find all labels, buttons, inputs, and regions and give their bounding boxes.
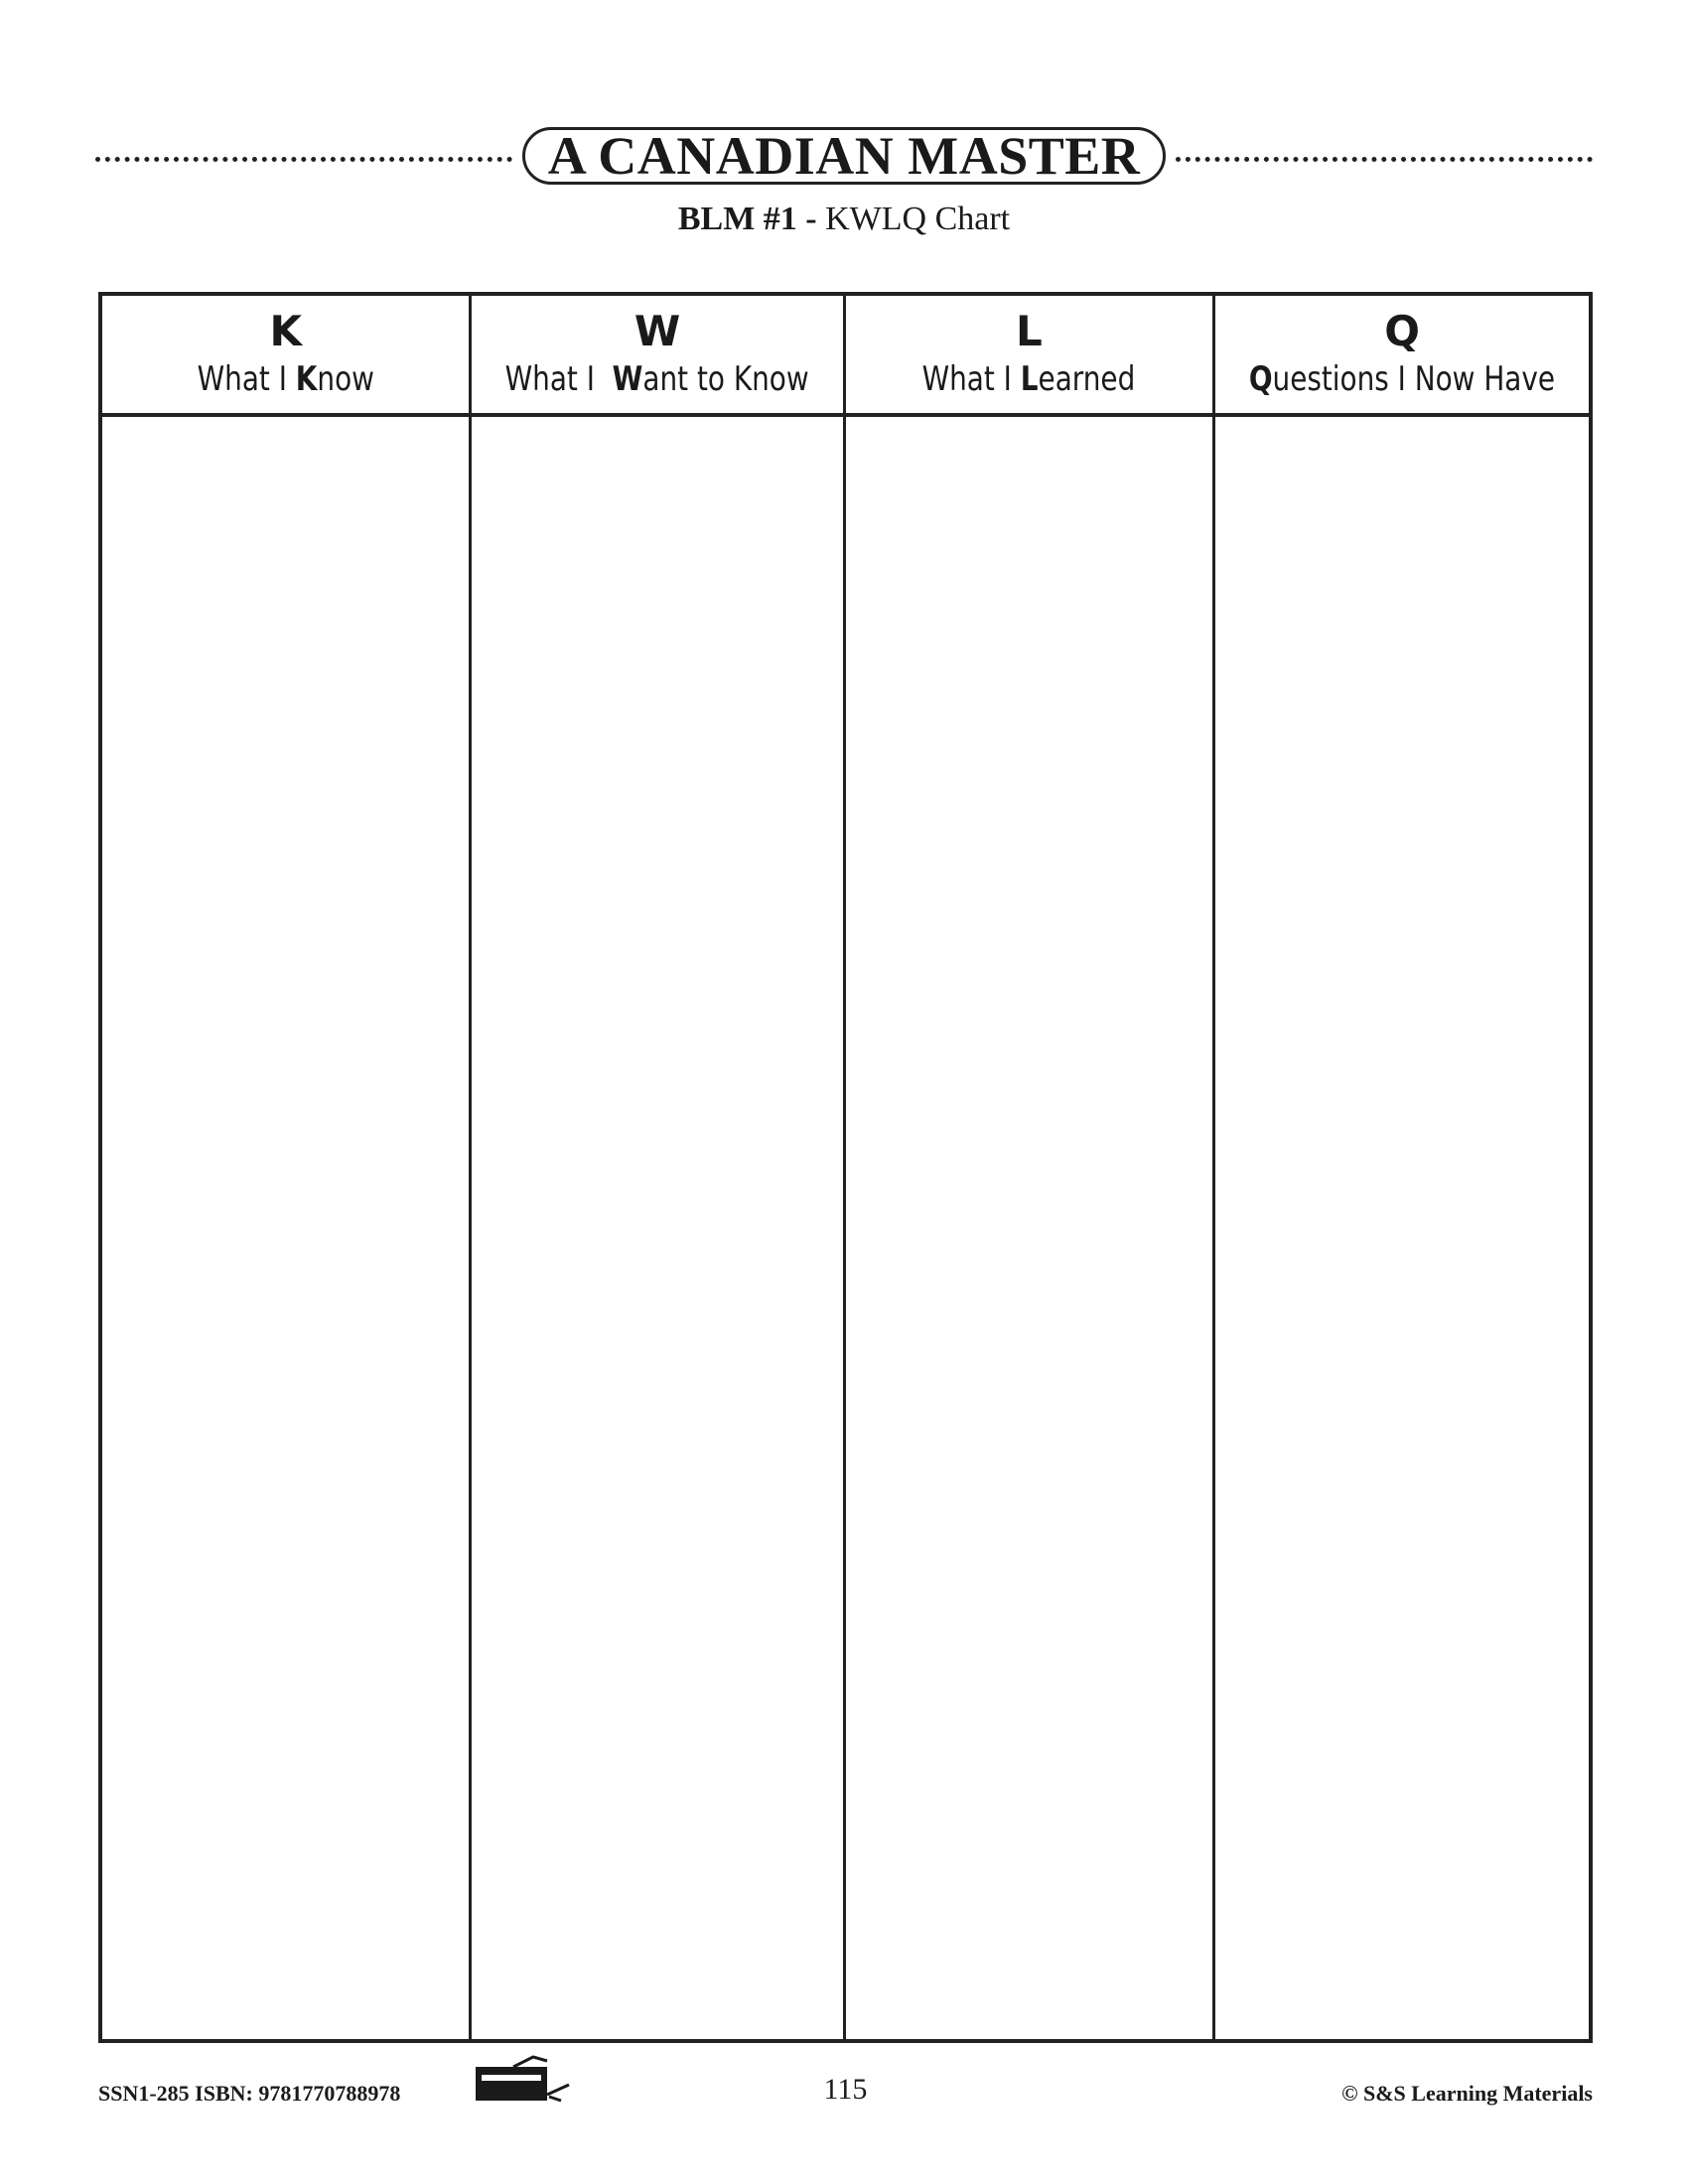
column-header: [1215, 296, 1589, 417]
kwlq-chart: [98, 292, 1593, 2043]
footer-isbn: SSN1-285 ISBN: 9781770788978: [98, 2081, 401, 2106]
column-letter: W: [633, 306, 681, 355]
column-description: Questions I Now Have: [1248, 358, 1556, 399]
column-k: [102, 296, 472, 2039]
column-writing-area: [472, 417, 842, 2039]
column-writing-area: [1215, 417, 1589, 2039]
dotted-rule-right: [1176, 157, 1593, 162]
column-w: [472, 296, 845, 2039]
column-description: What I Know: [197, 358, 374, 399]
header-band: [95, 127, 1593, 189]
column-letter: Q: [1384, 306, 1420, 355]
column-header: [472, 296, 842, 417]
column-header: [846, 296, 1212, 417]
subtitle-chart-name: KWLQ Chart: [825, 201, 1011, 237]
page-title: A CANADIAN MASTER: [522, 127, 1166, 185]
column-description: What I Want to Know: [505, 358, 810, 399]
column-letter: K: [269, 306, 302, 355]
footer-copyright: © S&S Learning Materials: [1341, 2081, 1593, 2106]
footer: [98, 2055, 1593, 2115]
column-writing-area: [846, 417, 1212, 2039]
column-q: [1215, 296, 1589, 2039]
subtitle-blm-number: BLM #1 -: [677, 201, 817, 237]
column-l: [846, 296, 1215, 2039]
page-number: 115: [823, 2073, 868, 2106]
column-writing-area: [102, 417, 469, 2039]
subtitle: [0, 203, 1688, 236]
dotted-rule-left: [95, 157, 512, 162]
column-header: [102, 296, 469, 417]
column-description: What I Learned: [922, 358, 1136, 399]
column-letter: L: [1016, 306, 1043, 355]
